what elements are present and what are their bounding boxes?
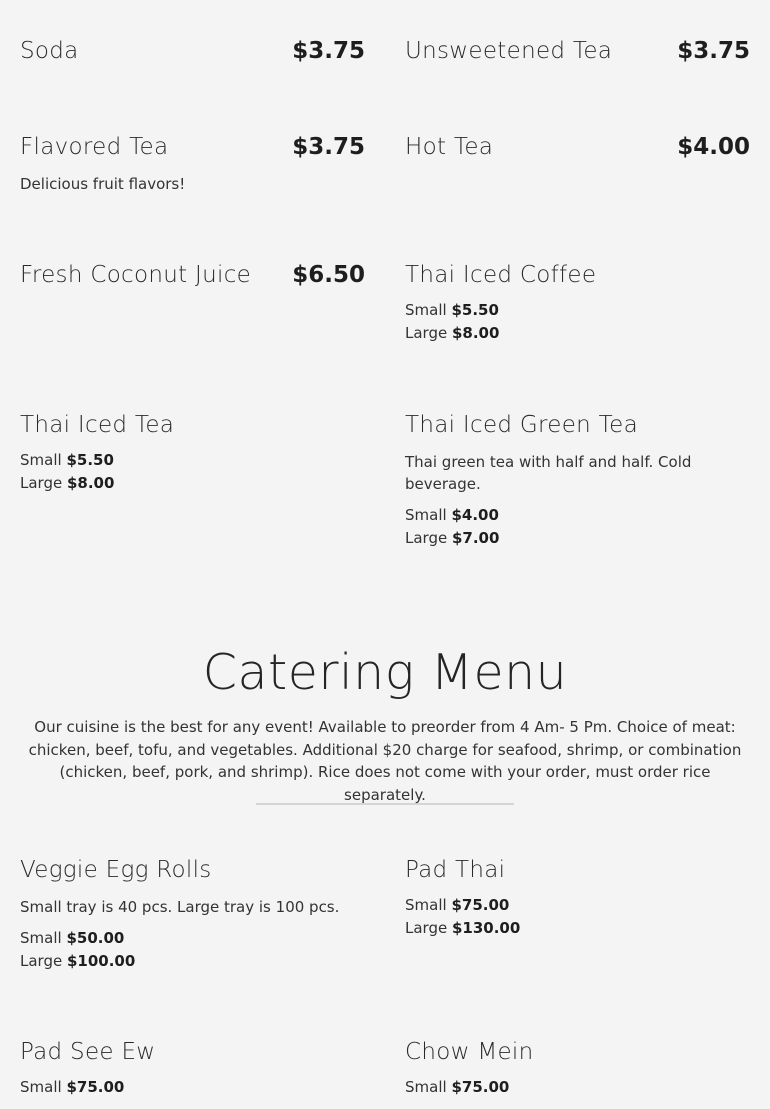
size-large — [405, 527, 750, 550]
catering-menu-title: Catering Menu — [202, 644, 568, 701]
menu-item-flavored-tea — [20, 134, 365, 195]
catering-menu-description: Our cuisine is the best for any event! Available to preorder from 4 Am- 5 Pm. Choice of meat: chicken, beef, tofu, and vegetables. Additional $20 charge for seafood, shrimp, or combination (chicken, beef, pork, and shrimp). Rice does not come with your order, must order rice separately. — [28, 718, 742, 804]
size-label: Small — [20, 451, 62, 469]
item-price: $6.50 — [292, 262, 365, 288]
size-large — [405, 322, 750, 345]
item-name: Thai Iced Tea — [20, 412, 175, 438]
size-label: Large — [405, 529, 448, 547]
size-label: Small — [405, 301, 447, 319]
menu-item-coconut-juice — [20, 262, 365, 288]
size-large — [405, 917, 750, 940]
size-large — [20, 950, 365, 973]
item-name: Hot Tea — [405, 134, 494, 160]
item-description: Delicious fruit flavors! — [20, 175, 186, 193]
size-price: $5.50 — [66, 451, 114, 469]
size-options — [405, 504, 750, 550]
size-price: $75.00 — [451, 1078, 510, 1096]
size-label: Small — [20, 1078, 62, 1096]
item-name: Thai Iced Coffee — [405, 262, 597, 288]
item-description: Small tray is 40 pcs. Large tray is 100 pcs. — [20, 898, 340, 916]
size-small — [405, 1076, 750, 1099]
item-name: Thai Iced Green Tea — [405, 412, 638, 438]
size-label: Small — [405, 1078, 447, 1096]
size-options — [20, 449, 365, 495]
item-price: $3.75 — [292, 38, 365, 64]
size-options — [405, 299, 750, 345]
size-label: Small — [405, 506, 447, 524]
size-price: $8.00 — [451, 324, 500, 342]
size-label: Large — [405, 919, 448, 937]
menu-item-thai-iced-coffee — [405, 262, 750, 345]
size-small — [405, 504, 750, 527]
item-name: Unsweetened Tea — [405, 38, 613, 64]
item-price: $3.75 — [677, 38, 750, 64]
menu-item-pad-see-ew — [20, 1039, 365, 1099]
size-price: $100.00 — [66, 952, 136, 970]
size-options — [20, 1076, 365, 1099]
size-small — [405, 299, 750, 322]
size-price: $50.00 — [66, 929, 125, 947]
menu-item-thai-iced-green-tea — [405, 412, 750, 550]
size-label: Large — [20, 952, 63, 970]
item-name: Soda — [20, 38, 79, 64]
menu-item-unsweetened-tea — [405, 38, 750, 64]
item-name: Fresh Coconut Juice — [20, 262, 252, 288]
item-name: Veggie Egg Rolls — [20, 857, 212, 883]
item-name: Pad See Ew — [20, 1039, 156, 1065]
size-label: Small — [405, 896, 447, 914]
item-name: Flavored Tea — [20, 134, 169, 160]
item-description: Thai green tea with half and half. Cold beverage. — [405, 453, 692, 493]
size-price: $8.00 — [66, 474, 115, 492]
size-price: $7.00 — [451, 529, 500, 547]
size-options — [405, 1076, 750, 1099]
menu-item-hot-tea — [405, 134, 750, 160]
menu-item-chow-mein — [405, 1039, 750, 1099]
size-small — [20, 927, 365, 950]
menu-item-soda — [20, 38, 365, 64]
size-price: $75.00 — [451, 896, 510, 914]
size-label: Large — [20, 474, 63, 492]
item-price: $4.00 — [677, 134, 750, 160]
size-small — [405, 894, 750, 917]
section-divider — [256, 803, 514, 805]
size-large — [20, 472, 365, 495]
size-small — [20, 449, 365, 472]
item-price: $3.75 — [292, 134, 365, 160]
menu-item-pad-thai — [405, 857, 750, 940]
size-small — [20, 1076, 365, 1099]
size-label: Small — [20, 929, 62, 947]
item-name: Pad Thai — [405, 857, 506, 883]
size-options — [405, 894, 750, 940]
size-price: $130.00 — [451, 919, 521, 937]
size-options — [20, 927, 365, 973]
size-price: $5.50 — [451, 301, 499, 319]
size-price: $75.00 — [66, 1078, 125, 1096]
menu-item-veggie-egg-rolls — [20, 857, 365, 973]
size-price: $4.00 — [451, 506, 499, 524]
menu-item-thai-iced-tea — [20, 412, 365, 495]
item-name: Chow Mein — [405, 1039, 534, 1065]
size-label: Large — [405, 324, 448, 342]
